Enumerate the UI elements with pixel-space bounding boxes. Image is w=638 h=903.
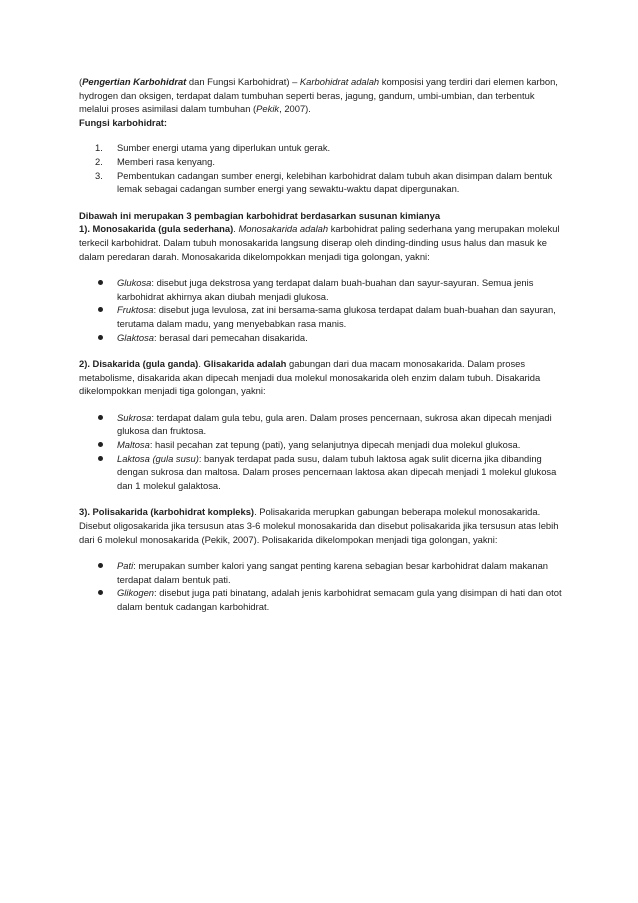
item-name: Pati <box>117 560 134 572</box>
list-item-text: Sumber energi utama yang diperlukan untuk gerak. <box>117 142 331 154</box>
list-item <box>79 586 563 613</box>
intro-paragraph <box>79 75 563 116</box>
monosakarida-title: 1). Monosakarida (gula sederhana) <box>79 223 234 235</box>
list-number: 1. <box>95 142 103 154</box>
list-item <box>79 559 563 586</box>
list-item <box>79 155 563 169</box>
item-name: Glukosa <box>117 277 152 289</box>
item-text: : disebut juga dekstrosa yang terdapat dalam buah-buahan dan sayur-sayuran. Semua jenis karbohidrat akhirnya akan diubah menjadi glukosa. <box>117 277 534 302</box>
list-item <box>79 438 563 452</box>
list-item <box>79 303 563 330</box>
disakarida-desc: gabungan dari dua macam monosakarida. Dalam proses metabolisme, disakarida akan dipecah menjadi dua molekul monosakarida oleh enzim dalam tubuh. Disakarida dikelompokkan menjadi tiga golongan, yakni: <box>79 358 541 397</box>
monosakarida-desc: karbohidrat paling sederhana yang merupakan molekul terkecil karbohidrat. Dalam tubuh monosakarida langsung diserap oleh dinding-dinding usus halus dan masuk ke dalam peredaran darah. Monosakarida dikelompokkan menjadi tiga golongan, yakni: <box>79 223 560 262</box>
item-text: : disebut juga pati binatang, adalah jenis karbohidrat semacam gula yang disimpan di hati dan otot dalam bentuk cadangan karbohidrat. <box>117 587 562 612</box>
intro-term-pengertian: Pengertian Karbohidrat <box>82 76 187 87</box>
intro-text-1: ( <box>79 76 83 87</box>
item-name: Sukrosa <box>117 411 152 423</box>
intro-text-2: dan Fungsi Karbohidrat) – <box>186 76 300 87</box>
fungsi-list <box>79 141 563 195</box>
monosakarida-paragraph <box>79 222 563 263</box>
bullet-icon <box>98 335 103 340</box>
item-name: Fruktosa <box>117 304 154 316</box>
item-text: : disebut juga levulosa, zat ini bersama-sama glukosa terdapat dalam buah-buahan dan sayuran, terutama dalam madu, yang menyebabkan rasa manis. <box>117 304 556 329</box>
intro-text-4: , 2007). <box>279 103 311 115</box>
bullet-icon <box>98 415 103 420</box>
polisakarida-desc: . Polisakarida merupkan gabungan beberapa molekul monosakarida. Disebut oligosakarida jika tersusun atas 3-6 molekul monosakarida dan disebut polisakarida jika tersusun atas lebih dari 6 molekul monosakarida (Pekik, 2007). Polisakarida dikelompokan menjadi tiga golongan, yakni: <box>79 506 559 545</box>
separator: . <box>233 223 239 235</box>
intro-text-3: komposisi yang terdiri dari elemen karbon, hydrogen dan oksigen, terdapat dalam tumbuhan seperti beras, jagung, gandum, umbi-umbian, dan terbentuk melalui proses asimilasi dalam tumbuhan ( <box>79 76 558 115</box>
fungsi-heading: Fungsi karbohidrat: <box>79 116 168 128</box>
item-name: Glaktosa <box>117 331 154 343</box>
item-text: : hasil pecahan zat tepung (pati), yang selanjutnya dipecah menjadi dua molekul glukosa. <box>149 439 521 451</box>
item-text: : merupakan sumber kalori yang sangat penting karena sebagian besar karbohidrat dalam makanan terdapat dalam bentuk pati. <box>117 560 548 585</box>
item-text: : terdapat dalam gula tebu, gula aren. Dalam proses pencernaan, sukrosa akan dipecah menjadi glukosa dan fruktosa. <box>117 411 552 437</box>
list-item <box>79 452 563 493</box>
disakarida-title: 2). Disakarida (gula ganda) <box>79 358 199 370</box>
item-name: Maltosa <box>117 439 150 451</box>
item-name: Glikogen <box>117 587 155 599</box>
monosakarida-term: Monosakarida adalah <box>238 223 329 235</box>
list-item <box>79 276 563 303</box>
disakarida-list <box>79 411 563 493</box>
list-item <box>79 331 563 345</box>
bullet-icon <box>98 563 103 568</box>
list-item <box>79 411 563 438</box>
item-text: : berasal dari pemecahan disakarida. <box>154 331 308 343</box>
disakarida-paragraph <box>79 357 563 398</box>
disakarida-term: Glisakarida adalah <box>203 358 287 370</box>
polisakarida-paragraph <box>79 505 563 546</box>
polisakarida-list <box>79 559 563 613</box>
bullet-icon <box>98 456 103 461</box>
list-number: 2. <box>95 155 103 167</box>
document-body <box>79 75 563 614</box>
bullet-icon <box>98 307 103 312</box>
list-number: 3. <box>95 169 103 181</box>
list-item-text: Pembentukan cadangan sumber energi, kelebihan karbohidrat dalam tubuh akan disimpan dalam bentuk lemak sebagai cadangan sumber energi yang sewaktu-waktu dapat dipergunakan. <box>117 169 553 195</box>
bullet-icon <box>98 590 103 595</box>
bullet-icon <box>98 442 103 447</box>
monosakarida-list <box>79 276 563 344</box>
intro-citation-author: Pekik <box>256 103 280 115</box>
list-item <box>79 169 563 196</box>
list-item-text: Memberi rasa kenyang. <box>117 155 215 167</box>
intro-term-karbohidrat: Karbohidrat adalah <box>299 76 380 87</box>
pembagian-heading: Dibawah ini merupakan 3 pembagian karbohidrat berdasarkan susunan kimianya <box>79 209 441 221</box>
item-name: Laktosa (gula susu) <box>117 452 199 464</box>
separator: . <box>198 358 204 370</box>
item-text: : banyak terdapat pada susu, dalam tubuh laktosa agak sulit dicerna jika dibanding dengan sukrosa dan maltosa. Dalam proses pencernaan laktosa akan dipecah menjadi 1 molekul glukosa dan 1 molekul galaktosa. <box>117 452 557 491</box>
bullet-icon <box>98 280 103 285</box>
list-item <box>79 141 563 155</box>
polisakarida-title: 3). Polisakarida (karbohidrat kompleks) <box>79 506 255 518</box>
